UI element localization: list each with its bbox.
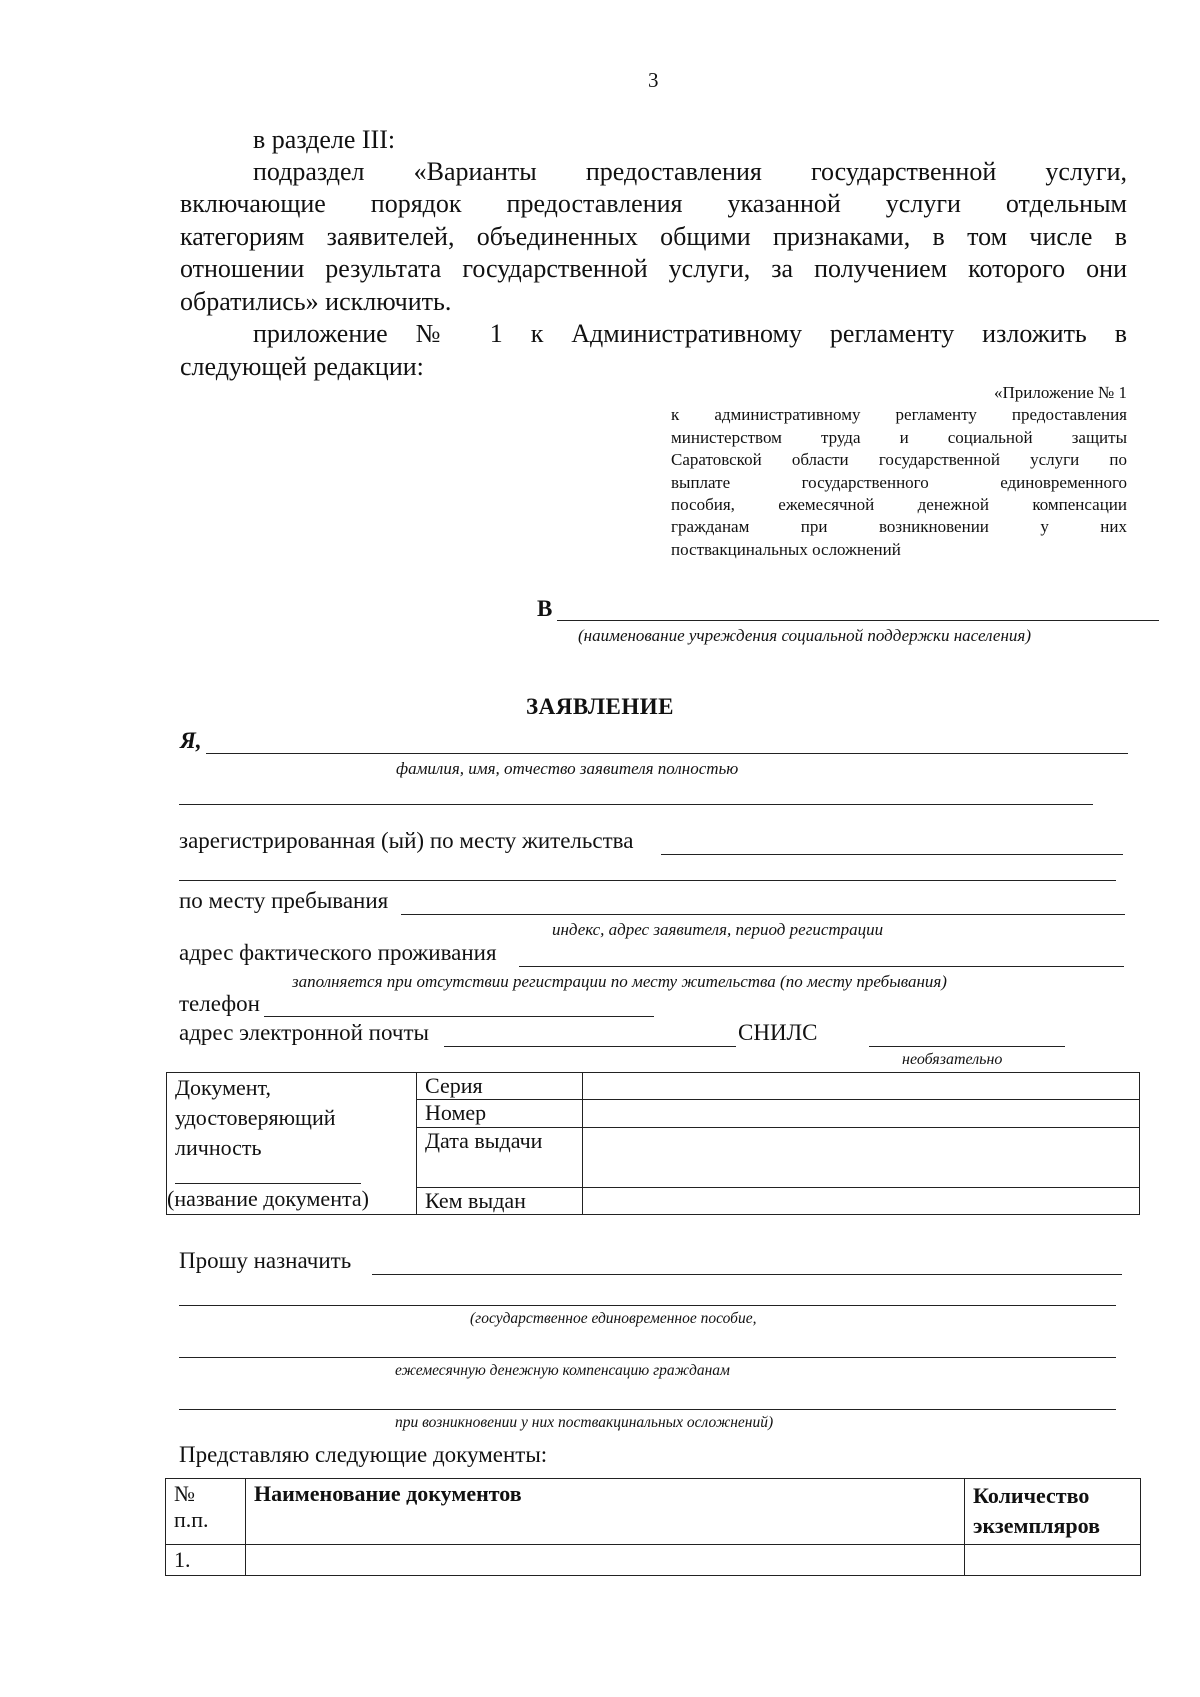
paragraph-line: приложение № 1 к Административному регламенту изложить в [253, 319, 1127, 348]
issued-by-label: Кем выдан [417, 1187, 583, 1214]
actual-address-line[interactable] [519, 966, 1124, 967]
registered-label: зарегистрированная (ый) по месту жительства [179, 828, 634, 853]
num-header-line: № [174, 1481, 195, 1506]
appendix-line: министерством труда и социальной защиты [671, 427, 1127, 447]
request-line-3[interactable] [179, 1357, 1116, 1358]
appendix-line: пособия, ежемесячной денежной компенсации [671, 495, 1127, 515]
registered-line-2[interactable] [179, 880, 1116, 881]
number-field[interactable] [583, 1100, 1140, 1127]
row-num: 1. [166, 1545, 246, 1576]
num-header-line: п.п. [174, 1507, 209, 1532]
row-doc-name[interactable] [246, 1545, 965, 1576]
appendix-title: «Приложение № 1 [994, 383, 1127, 402]
request-label: Прошу назначить [179, 1248, 352, 1273]
id-doc-label-line: удостоверяющий [175, 1105, 336, 1130]
fullname-line-2[interactable] [179, 804, 1093, 805]
documents-label: Представляю следующие документы: [179, 1442, 548, 1467]
request-line-2[interactable] [179, 1305, 1116, 1306]
number-label: Номер [417, 1100, 583, 1127]
row-qty[interactable] [965, 1545, 1141, 1576]
qty-header-line: экземпляров [973, 1513, 1100, 1538]
stay-caption: индекс, адрес заявителя, период регистрации [552, 920, 884, 939]
request-caption: при возникновении у них поствакцинальных осложнений) [395, 1414, 774, 1431]
actual-address-label: адрес фактического проживания [179, 940, 497, 965]
num-header [166, 1479, 246, 1545]
paragraph-line: отношении результата государственной услуги, за получением которого они [180, 254, 1127, 283]
qty-header-line: Количество [973, 1483, 1090, 1508]
paragraph-line: следующей редакции: [180, 352, 424, 381]
email-line[interactable] [444, 1046, 736, 1047]
fullname-line[interactable] [206, 753, 1128, 754]
issue-date-field[interactable] [583, 1127, 1140, 1187]
form-title: ЗАЯВЛЕНИЕ [526, 694, 674, 719]
appendix-line: поствакцинальных осложнений [671, 539, 901, 559]
series-label: Серия [417, 1073, 583, 1100]
id-doc-label-cell [167, 1073, 417, 1215]
id-doc-label-line: Документ, [175, 1075, 272, 1100]
stay-label: по месту пребывания [179, 888, 389, 913]
appendix-header [671, 382, 1127, 561]
ya-label: Я, [180, 728, 202, 753]
appendix-line: к административному регламенту предоставления [671, 405, 1127, 425]
section-line: в разделе III: [253, 125, 396, 154]
snils-label: СНИЛС [738, 1020, 818, 1045]
request-caption: (государственное единовременное пособие, [470, 1310, 757, 1327]
optional-caption: необязательно [902, 1051, 1003, 1068]
page-number: 3 [648, 68, 659, 92]
paragraph-line: категориям заявителей, объединенных общими признаками, в том числе в [180, 222, 1127, 251]
qty-header [965, 1479, 1141, 1545]
name-header: Наименование документов [246, 1479, 965, 1545]
addressee-line[interactable] [557, 620, 1159, 621]
id-document-table [166, 1072, 1140, 1215]
phone-line[interactable] [264, 1016, 654, 1017]
id-doc-name-caption: (название документа) [167, 1186, 369, 1211]
fullname-caption: фамилия, имя, отчество заявителя полностью [396, 759, 739, 778]
registered-line[interactable] [661, 854, 1123, 855]
series-field[interactable] [583, 1073, 1140, 1100]
appendix-line: выплате государственного единовременного [671, 472, 1127, 492]
request-caption: ежемесячную денежную компенсацию гражданам [395, 1362, 730, 1379]
email-label: адрес электронной почты [179, 1020, 429, 1045]
issued-by-field[interactable] [583, 1187, 1140, 1214]
phone-label: телефон [179, 991, 260, 1016]
request-line[interactable] [372, 1274, 1122, 1275]
actual-address-caption: заполняется при отсутствии регистрации по месту жительства (по месту пребывания) [292, 972, 947, 991]
appendix-line: гражданам при возникновении у них [671, 517, 1127, 537]
paragraph-line: подраздел «Варианты предоставления государственной услуги, [253, 157, 1127, 186]
appendix-line: Саратовской области государственной услуги по [671, 450, 1127, 470]
paragraph-line: включающие порядок предоставления указанной услуги отдельным [180, 189, 1127, 218]
addressee-caption: (наименование учреждения социальной поддержки населения) [578, 626, 1031, 645]
documents-table [165, 1478, 1141, 1576]
id-doc-label-line: личность [175, 1135, 262, 1160]
paragraph-line: обратились» исключить. [180, 287, 452, 316]
id-doc-name-line[interactable] [175, 1163, 361, 1184]
addressee-prefix: В [537, 596, 553, 621]
issue-date-label: Дата выдачи [417, 1127, 583, 1187]
request-line-4[interactable] [179, 1409, 1116, 1410]
stay-line[interactable] [401, 914, 1125, 915]
snils-line[interactable] [869, 1046, 1065, 1047]
